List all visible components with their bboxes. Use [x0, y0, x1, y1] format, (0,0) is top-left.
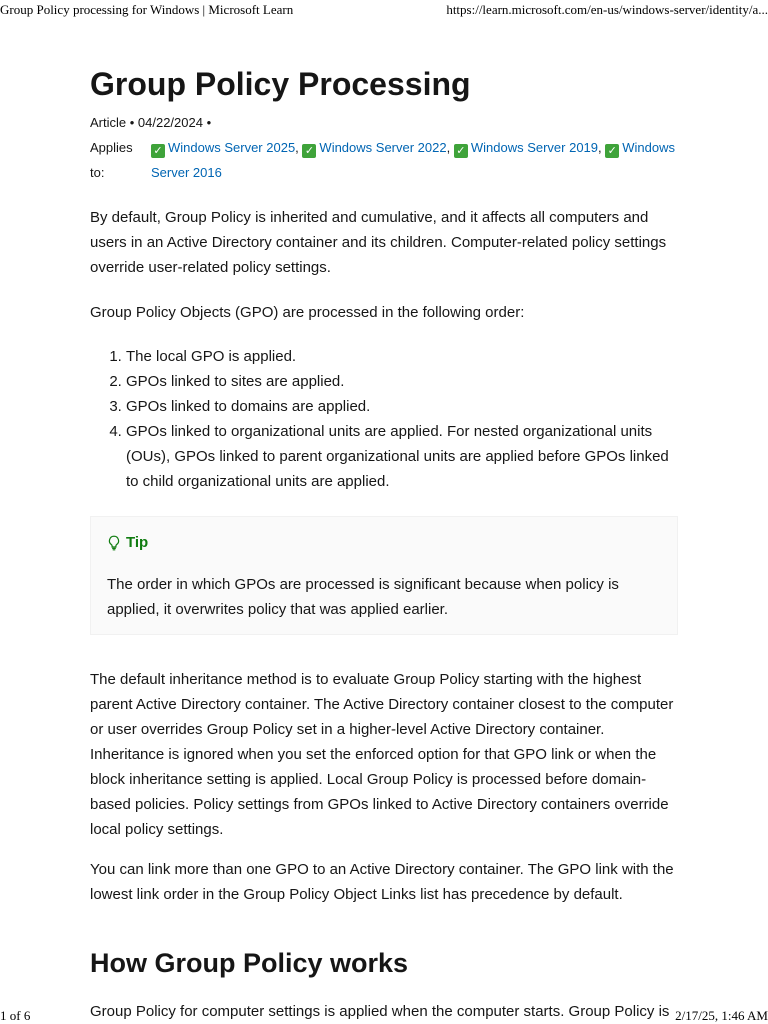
page-title: Group Policy Processing: [90, 66, 471, 102]
applies-to: [90, 135, 678, 185]
article: [90, 58, 678, 1024]
check-icon: ✓: [151, 144, 165, 158]
processing-order-list: [90, 344, 678, 494]
applies-link-ws2025[interactable]: Windows Server 2025: [168, 140, 296, 155]
list-item: 2. GPOs linked to sites are applied.: [126, 369, 678, 394]
applies-separator: ,: [295, 140, 299, 155]
applies-link-ws2022[interactable]: Windows Server 2022: [319, 140, 447, 155]
list-item: 3. GPOs linked to domains are applied.: [126, 394, 678, 419]
applies-link-ws2019[interactable]: Windows Server 2019: [470, 140, 599, 155]
tip-callout: [90, 516, 678, 635]
applies-link-ws2016[interactable]: Windows Server 2016: [151, 140, 676, 180]
section-heading: How Group Policy works: [90, 948, 409, 978]
print-timestamp: 2/17/25, 1:46 AM: [675, 1008, 768, 1023]
tip-heading: [107, 530, 661, 556]
applies-separator: ,: [446, 140, 451, 155]
applies-label-line-2: to:: [90, 165, 105, 180]
page-number: 1 of 6: [0, 1008, 31, 1023]
tip-title: Tip: [126, 534, 149, 551]
check-icon: ✓: [454, 144, 468, 158]
print-page-title: Group Policy processing for Windows | Microsoft Learn: [0, 2, 294, 17]
applies-label: [90, 135, 151, 185]
print-url: https://learn.microsoft.com/en-us/windows-server/identity/a...: [446, 2, 768, 17]
lightbulb-icon: [107, 535, 121, 551]
list-item: 4. GPOs linked to organizational units are applied. For nested organizational units (OUs), GPOs linked to parent organizational units are applied before GPOs linked to child organizational units are applied.: [126, 419, 678, 494]
print-footer: [0, 1008, 768, 1024]
applies-label-line-1: Applies: [90, 140, 133, 155]
list-item: 1. The local GPO is applied.: [126, 344, 678, 369]
applies-list: [151, 135, 678, 185]
applies-separator: ,: [598, 140, 602, 155]
article-meta: Article • 04/22/2024 •: [90, 115, 212, 130]
check-icon: ✓: [302, 144, 316, 158]
inheritance-paragraph: The default inheritance method is to evaluate Group Policy starting with the highest parent Active Directory container. The Active Directory container closest to the computer or user overrides Group Policy set in a higher-level Active Directory container. Inheritance is ignored when you set the enforced option for that GPO link or when the block inheritance setting is applied. Local Group Policy is processed before domain-based policies. Policy settings from GPOs linked to Active Directory containers override local policy settings.: [90, 671, 674, 838]
order-intro-paragraph: Group Policy Objects (GPO) are processed in the following order:: [90, 304, 525, 321]
link-order-paragraph: You can link more than one GPO to an Active Directory container. The GPO link with the lowest link order in the Group Policy Object Links list has precedence by default.: [90, 861, 674, 903]
print-header: [0, 0, 768, 20]
tip-text: The order in which GPOs are processed is significant because when policy is applied, it overwrites policy that was applied earlier.: [107, 576, 619, 618]
check-icon: ✓: [605, 144, 619, 158]
section-intro-paragraph: Group Policy for computer settings is applied when the computer starts. Group Policy is: [90, 1003, 670, 1020]
intro-paragraph: By default, Group Policy is inherited and cumulative, and it affects all computers and users in an Active Directory container and its children. Computer-related policy settings override user-related policy settings.: [90, 209, 667, 276]
